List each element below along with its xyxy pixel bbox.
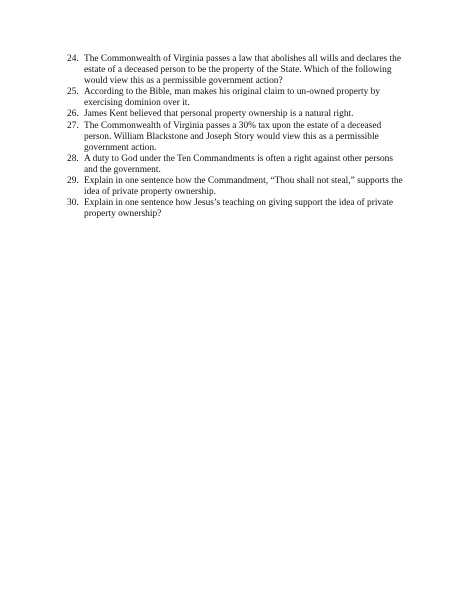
question-list: [67, 54, 407, 220]
question-item-28: [67, 154, 407, 176]
question-item-24: [67, 54, 407, 87]
question-item-29: [67, 176, 407, 198]
question-text: The Commonwealth of Virginia passes a law that abolishes all wills and declares the estate of a deceased person to be the property of the State. Which of the following would view this as a permissible government action?: [84, 54, 401, 87]
question-text: According to the Bible, man makes his original claim to un-owned property by exercising dominion over it.: [84, 87, 381, 109]
question-number: 28.: [67, 153, 79, 164]
question-item-30: [67, 198, 407, 220]
question-item-26: [67, 109, 407, 120]
question-number: 26.: [67, 109, 79, 120]
question-number: 30.: [67, 198, 79, 209]
question-item-27: [67, 121, 407, 154]
question-text: James Kent believed that personal property ownership is a natural right.: [84, 109, 354, 120]
question-number: 27.: [67, 120, 79, 131]
question-number: 24.: [67, 54, 79, 64]
question-text: Explain in one sentence how Jesus’s teaching on giving support the idea of private property ownership?: [84, 198, 394, 220]
question-item-25: [67, 87, 407, 109]
question-text: Explain in one sentence how the Commandment, “Thou shall not steal,” supports the idea of private property ownership.: [84, 176, 403, 198]
question-number: 29.: [67, 176, 79, 187]
question-text: The Commonwealth of Virginia passes a 30% tax upon the estate of a deceased person. William Blackstone and Joseph Story would view this as a permissible government action.: [84, 120, 382, 153]
question-number: 25.: [67, 87, 79, 98]
question-text: A duty to God under the Ten Commandments is often a right against other persons and the government.: [84, 153, 394, 175]
